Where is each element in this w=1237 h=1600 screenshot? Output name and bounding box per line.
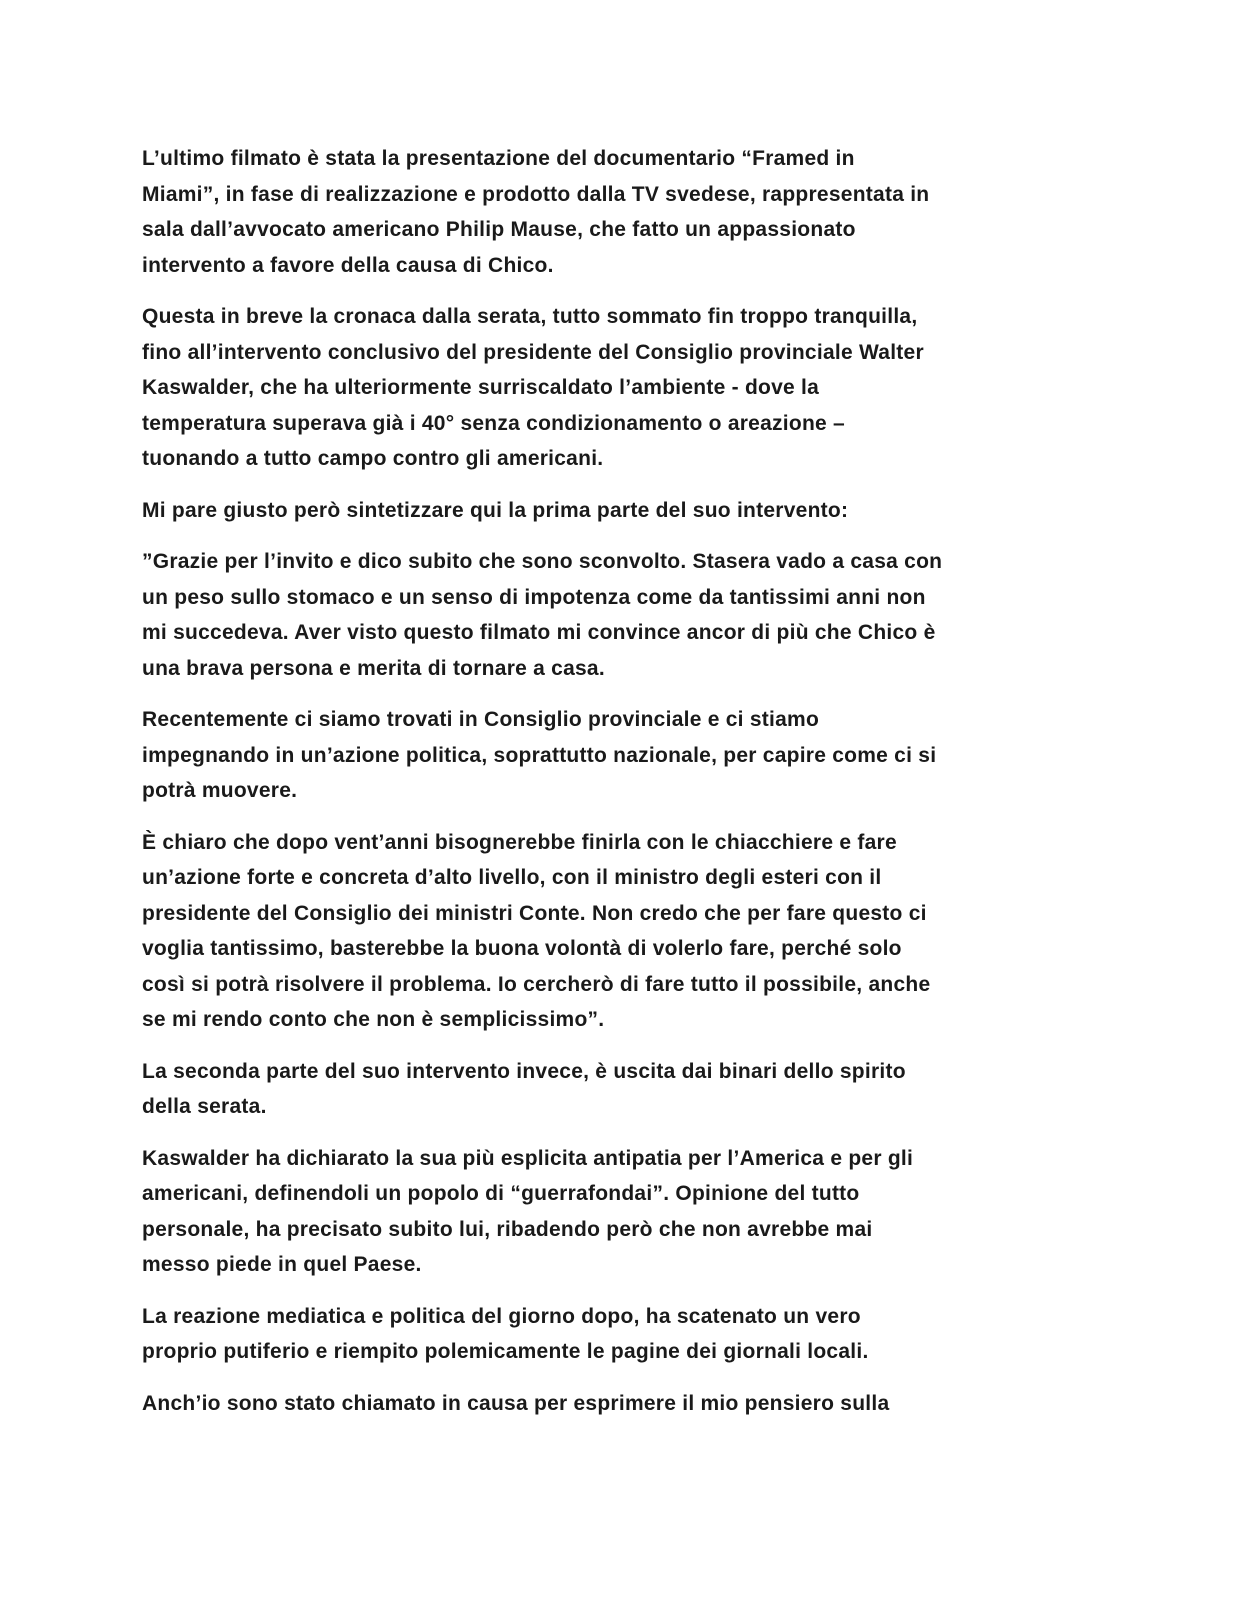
text-line: temperatura superava già i 40° senza condizionamento o areazione – [142, 411, 845, 435]
paragraph-2 [142, 299, 1092, 477]
text-line: mi succedeva. Aver visto questo filmato mi convince ancor di più che Chico è [142, 621, 936, 644]
text-line: americani, definendoli un popolo di “guerrafondai”. Opinione del tutto [142, 1182, 860, 1205]
paragraph-3 [142, 493, 1092, 529]
text-line: della serata. [142, 1095, 267, 1118]
text-line: se mi rendo conto che non è semplicissimo”. [142, 1008, 605, 1031]
paragraph-6 [142, 825, 1092, 1038]
text-line: un’azione forte e concreta d’alto livello, con il ministro degli esteri con il [142, 866, 882, 889]
text-line: personale, ha precisato subito lui, ribadendo però che non avrebbe mai [142, 1217, 873, 1241]
text-line: messo piede in quel Paese. [142, 1253, 422, 1276]
text-line: La reazione mediatica e politica del giorno dopo, ha scatenato un vero [142, 1304, 861, 1328]
paragraph-1 [142, 141, 1092, 283]
text-line: Kaswalder ha dichiarato la sua più esplicita antipatia per l’America e per gli [142, 1146, 914, 1170]
text-line: voglia tantissimo, basterebbe la buona volontà di volerlo fare, perché solo [142, 937, 902, 960]
text-line: Questa in breve la cronaca dalla serata, tutto sommato fin troppo tranquilla, [142, 305, 918, 328]
text-line: presidente del Consiglio dei ministri Conte. Non credo che per fare questo ci [142, 901, 927, 925]
text-line: Kaswalder, che ha ulteriormente surriscaldato l’ambiente - dove la [142, 376, 820, 399]
text-line: una brava persona e merita di tornare a casa. [142, 656, 605, 680]
text-line: proprio putiferio e riempito polemicamente le pagine dei giornali locali. [142, 1340, 869, 1363]
text-line: intervento a favore della causa di Chico. [142, 253, 554, 277]
paragraph-10 [142, 1386, 1092, 1422]
paragraph-7 [142, 1054, 1092, 1125]
text-line: Miami”, in fase di realizzazione e prodotto dalla TV svedese, rappresentata in [142, 182, 930, 206]
paragraph-5 [142, 702, 1092, 809]
paragraph-4 [142, 544, 1092, 686]
text-line: Recentemente ci siamo trovati in Consiglio provinciale e ci stiamo [142, 708, 820, 731]
document-page [142, 141, 1092, 1437]
text-line: tuonando a tutto campo contro gli americani. [142, 447, 604, 470]
text-line: L’ultimo filmato è stata la presentazione del documentario “Framed in [142, 147, 855, 170]
text-line: ”Grazie per l’invito e dico subito che sono sconvolto. Stasera vado a casa con [142, 550, 943, 573]
text-line: sala dall’avvocato americano Philip Mause, che fatto un appassionato [142, 218, 856, 241]
paragraph-8 [142, 1141, 1092, 1283]
text-line: fino all’intervento conclusivo del presidente del Consiglio provinciale Walter [142, 340, 924, 364]
text-line: Anch’io sono stato chiamato in causa per esprimere il mio pensiero sulla [142, 1391, 890, 1415]
text-line: È chiaro che dopo vent’anni bisognerebbe finirla con le chiacchiere e fare [142, 830, 897, 854]
paragraph-9 [142, 1299, 1092, 1370]
text-line: impegnando in un’azione politica, soprattutto nazionale, per capire come ci si [142, 743, 937, 767]
text-line: un peso sullo stomaco e un senso di impotenza come da tantissimi anni non [142, 585, 926, 609]
text-line: potrà muovere. [142, 779, 298, 802]
text-line: La seconda parte del suo intervento invece, è uscita dai binari dello spirito [142, 1059, 906, 1083]
text-line: Mi pare giusto però sintetizzare qui la prima parte del suo intervento: [142, 498, 849, 522]
text-line: così si potrà risolvere il problema. Io cercherò di fare tutto il possibile, anche [142, 972, 931, 996]
